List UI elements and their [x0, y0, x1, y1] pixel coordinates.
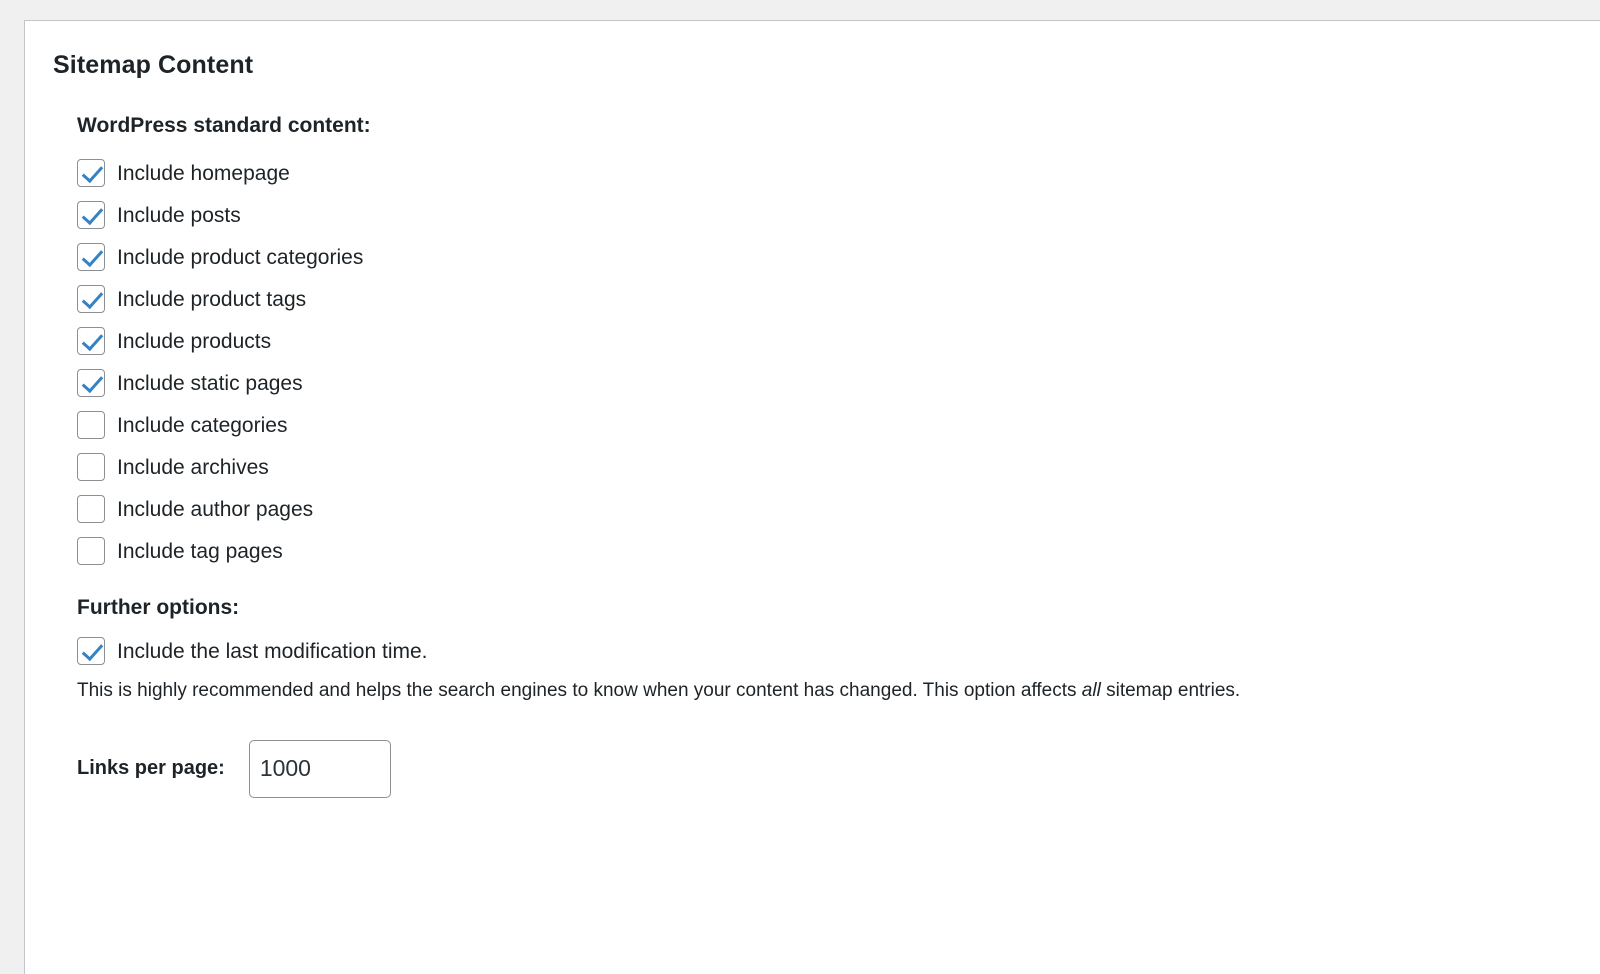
- help-text-suffix: sitemap entries.: [1100, 680, 1241, 701]
- label-include-product-categories[interactable]: Include product categories: [117, 245, 364, 269]
- label-include-archives[interactable]: Include archives: [117, 455, 269, 479]
- checkbox-row-include-homepage[interactable]: [77, 152, 1600, 194]
- label-include-author-pages[interactable]: Include author pages: [117, 497, 314, 521]
- checkbox-row-include-products[interactable]: [77, 320, 1600, 362]
- checkbox-include-author-pages[interactable]: [77, 495, 105, 523]
- checkbox-include-product-tags[interactable]: [77, 285, 105, 313]
- help-text-prefix: This is highly recommended and helps the search engines to know when your content has changed. This option affects: [77, 680, 1082, 701]
- checkbox-row-include-archives[interactable]: [77, 446, 1600, 488]
- checkbox-include-static-pages[interactable]: [77, 369, 105, 397]
- links-per-page-row: [77, 740, 1600, 798]
- checkbox-include-tag-pages[interactable]: [77, 537, 105, 565]
- checkbox-row-include-product-tags[interactable]: [77, 278, 1600, 320]
- label-include-static-pages[interactable]: Include static pages: [117, 371, 303, 395]
- checkbox-include-homepage[interactable]: [77, 159, 105, 187]
- checkbox-row-include-author-pages[interactable]: [77, 488, 1600, 530]
- checkbox-row-include-static-pages[interactable]: [77, 362, 1600, 404]
- label-include-categories[interactable]: Include categories: [117, 413, 288, 437]
- links-per-page-label: Links per page:: [77, 757, 225, 780]
- checkbox-include-product-categories[interactable]: [77, 243, 105, 271]
- standard-content-heading: WordPress standard content:: [77, 114, 371, 137]
- label-include-product-tags[interactable]: Include product tags: [117, 287, 307, 311]
- further-options-heading: Further options:: [77, 596, 240, 619]
- checkbox-row-include-product-categories[interactable]: [77, 236, 1600, 278]
- checkbox-row-include-posts[interactable]: [77, 194, 1600, 236]
- help-text-emphasis: all: [1081, 680, 1101, 701]
- label-include-products[interactable]: Include products: [117, 329, 272, 353]
- checkbox-include-archives[interactable]: [77, 453, 105, 481]
- checkbox-row-include-last-modification-time[interactable]: [77, 630, 1600, 672]
- checkbox-row-include-tag-pages[interactable]: [77, 530, 1600, 572]
- checkbox-include-categories[interactable]: [77, 411, 105, 439]
- links-per-page-input[interactable]: [249, 740, 391, 798]
- panel-body: [25, 80, 1600, 798]
- label-include-tag-pages[interactable]: Include tag pages: [117, 539, 283, 563]
- last-modification-help-text: [77, 678, 1600, 704]
- label-include-last-modification-time[interactable]: Include the last modification time.: [117, 639, 428, 663]
- sitemap-content-panel: [24, 20, 1600, 974]
- checkbox-include-last-modification-time[interactable]: [77, 637, 105, 665]
- checkbox-include-products[interactable]: [77, 327, 105, 355]
- checkbox-include-posts[interactable]: [77, 201, 105, 229]
- checkbox-row-include-categories[interactable]: [77, 404, 1600, 446]
- label-include-homepage[interactable]: Include homepage: [117, 161, 290, 185]
- page-title: Sitemap Content: [53, 51, 254, 79]
- label-include-posts[interactable]: Include posts: [117, 203, 241, 227]
